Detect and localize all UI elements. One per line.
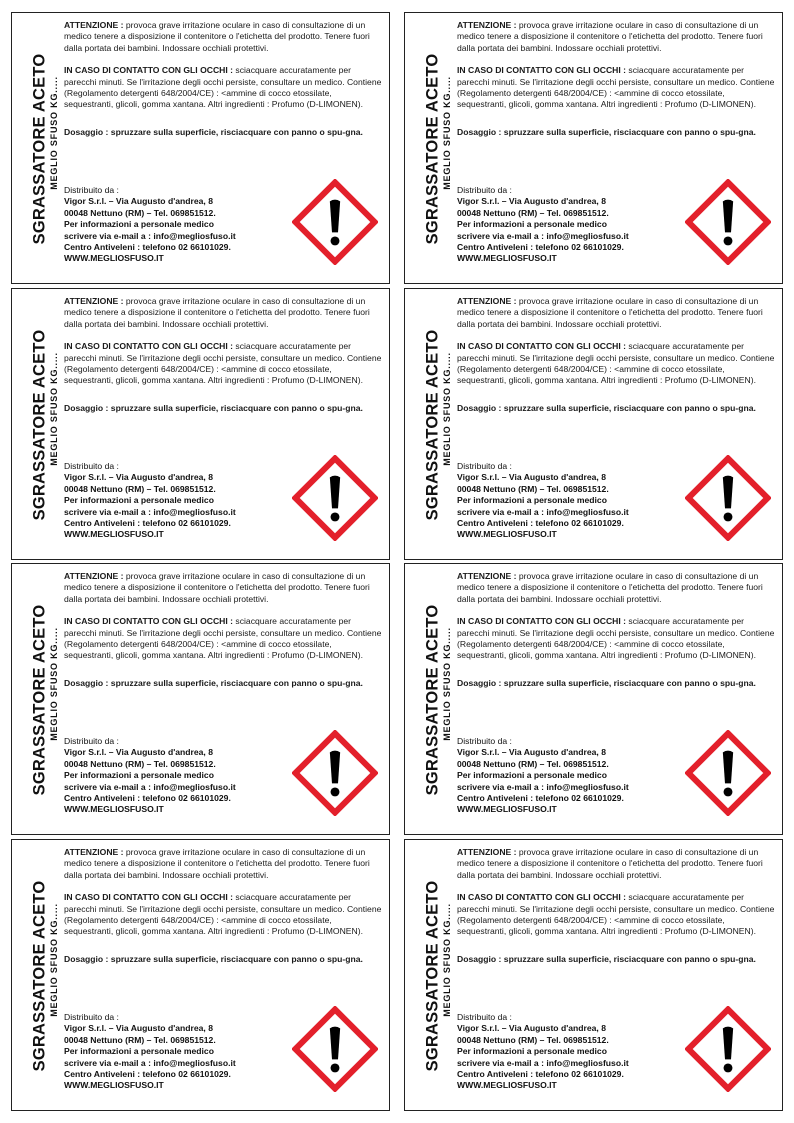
distributor-line: Vigor S.r.l. – Via Augusto d'andrea, 8: [64, 472, 213, 483]
distributor-line: Centro Antiveleni : telefono 02 66101029.: [457, 793, 624, 804]
distributor-line: Per informazioni a personale medico: [457, 219, 607, 230]
warning-paragraph: [64, 296, 382, 330]
warning-paragraph: [64, 571, 382, 605]
distributor-line: 00048 Nettuno (RM) – Tel. 069851512.: [457, 207, 609, 218]
product-label: [404, 839, 783, 1111]
distributor-line: Centro Antiveleni : telefono 02 66101029.: [64, 518, 231, 529]
distributor-line: Distribuito da :: [64, 185, 119, 195]
distributor-line: Per informazioni a personale medico: [457, 1046, 607, 1057]
exclamation-mark-hazard-icon: [685, 455, 771, 541]
warning-paragraph: [64, 20, 382, 54]
eye-contact-heading: IN CASO DI CONTATTO CON GLI OCCHI :: [64, 892, 234, 903]
warning-text: provoca grave irritazione oculare in caso di consultazione di un medico tenere a disposizione il contenitore o l'etichetta del prodotto. Tenere fuori dalla portata dei bambini. Indossare occhiali protettivi.: [457, 571, 763, 604]
warning-heading: ATTENZIONE :: [457, 847, 517, 857]
distributor-line: Distribuito da :: [457, 736, 512, 746]
distributor-line: Vigor S.r.l. – Via Augusto d'andrea, 8: [64, 1023, 213, 1034]
dosage-text: Dosaggio : spruzzare sulla superficie, risciacquare con panno o spu-gna.: [457, 953, 756, 964]
product-label: [404, 563, 783, 835]
distributor-line: 00048 Nettuno (RM) – Tel. 069851512.: [64, 1034, 216, 1045]
product-title: SGRASSATORE ACETO: [423, 880, 442, 1072]
distributor-line: scrivere via e-mail a : info@megliosfuso.it: [457, 230, 629, 241]
exclamation-mark-hazard-icon: [685, 730, 771, 816]
label-body: [457, 847, 775, 970]
eye-contact-text: sciacquare accuratamente per parecchi minuti. Se l'irritazione degli occhi persiste, consultare un medico. Contiene (Regolamento detergenti 648/2004/CE) : <ammine di cocco etossilate, sequestranti, glicoli, gomma xantana. Altri ingredienti : Profumo (D-LIMONEN).: [457, 616, 775, 661]
distributor-line: Distribuito da :: [457, 185, 512, 195]
warning-text: provoca grave irritazione oculare in caso di consultazione di un medico tenere a disposizione il contenitore o l'etichetta del prodotto. Tenere fuori dalla portata dei bambini. Indossare occhiali protettivi.: [457, 847, 763, 880]
distributor-line: Per informazioni a personale medico: [457, 495, 607, 506]
eye-contact-text: sciacquare accuratamente per parecchi minuti. Se l'irritazione degli occhi persiste, consultare un medico. Contiene (Regolamento detergenti 648/2004/CE) : <ammine di cocco etossilate, sequestranti, glicoli, gomma xantana. Altri ingredienti : Profumo (D-LIMONEN).: [457, 65, 775, 110]
warning-text: provoca grave irritazione oculare in caso di consultazione di un medico tenere a disposizione il contenitore o l'etichetta del prodotto. Tenere fuori dalla portata dei bambini. Indossare occhiali protettivi.: [64, 847, 370, 880]
exclamation-mark-hazard-icon: [292, 179, 378, 265]
distributor-line: 00048 Nettuno (RM) – Tel. 069851512.: [64, 758, 216, 769]
distributor-line: Vigor S.r.l. – Via Augusto d'andrea, 8: [457, 472, 606, 483]
distributor-block: [457, 185, 629, 265]
side-banner: [12, 13, 64, 283]
product-subtitle: MEGLIO SFUSO KG.....: [49, 627, 59, 741]
distributor-line: scrivere via e-mail a : info@megliosfuso.it: [457, 1057, 629, 1068]
warning-heading: ATTENZIONE :: [457, 20, 517, 30]
distributor-line: Centro Antiveleni : telefono 02 66101029.: [457, 242, 624, 253]
product-subtitle: MEGLIO SFUSO KG.....: [442, 627, 452, 741]
eye-contact-paragraph: [64, 892, 382, 938]
eye-contact-text: sciacquare accuratamente per parecchi minuti. Se l'irritazione degli occhi persiste, consultare un medico. Contiene (Regolamento detergenti 648/2004/CE) : <ammine di cocco etossilate, sequestranti, glicoli, gomma xantana. Altri ingredienti : Profumo (D-LIMONEN).: [64, 892, 382, 937]
product-subtitle: MEGLIO SFUSO KG.....: [49, 903, 59, 1017]
product-subtitle: MEGLIO SFUSO KG.....: [442, 76, 452, 190]
distributor-line: Per informazioni a personale medico: [457, 770, 607, 781]
distributor-line: 00048 Nettuno (RM) – Tel. 069851512.: [457, 1034, 609, 1045]
eye-contact-paragraph: [64, 616, 382, 662]
side-banner: [405, 840, 457, 1110]
product-label: [11, 288, 390, 560]
distributor-line: Distribuito da :: [64, 1012, 119, 1022]
distributor-line: Centro Antiveleni : telefono 02 66101029.: [457, 518, 624, 529]
distributor-block: [64, 461, 236, 541]
product-title: SGRASSATORE ACETO: [423, 604, 442, 796]
label-body: [64, 571, 382, 694]
distributor-line: Centro Antiveleni : telefono 02 66101029.: [64, 242, 231, 253]
label-body: [457, 571, 775, 694]
website-link: WWW.MEGLIOSFUSO.IT: [64, 804, 164, 815]
dosage-text: Dosaggio : spruzzare sulla superficie, risciacquare con panno o spu-gna.: [457, 402, 756, 413]
warning-text: provoca grave irritazione oculare in caso di consultazione di un medico tenere a disposizione il contenitore o l'etichetta del prodotto. Tenere fuori dalla portata dei bambini. Indossare occhiali protettivi.: [64, 571, 370, 604]
product-label: [11, 563, 390, 835]
warning-text: provoca grave irritazione oculare in caso di consultazione di un medico tenere a disposizione il contenitore o l'etichetta del prodotto. Tenere fuori dalla portata dei bambini. Indossare occhiali protettivi.: [457, 20, 763, 53]
website-link: WWW.MEGLIOSFUSO.IT: [64, 253, 164, 264]
warning-text: provoca grave irritazione oculare in caso di consultazione di un medico tenere a disposizione il contenitore o l'etichetta del prodotto. Tenere fuori dalla portata dei bambini. Indossare occhiali protettivi.: [64, 20, 370, 53]
dosage-text: Dosaggio : spruzzare sulla superficie, risciacquare con panno o spu-gna.: [64, 953, 363, 964]
product-subtitle: MEGLIO SFUSO KG.....: [442, 352, 452, 466]
website-link: WWW.MEGLIOSFUSO.IT: [457, 253, 557, 264]
eye-contact-paragraph: [457, 341, 775, 387]
side-banner: [12, 564, 64, 834]
warning-text: provoca grave irritazione oculare in caso di consultazione di un medico tenere a disposizione il contenitore o l'etichetta del prodotto. Tenere fuori dalla portata dei bambini. Indossare occhiali protettivi.: [64, 296, 370, 329]
product-subtitle: MEGLIO SFUSO KG.....: [49, 352, 59, 466]
eye-contact-text: sciacquare accuratamente per parecchi minuti. Se l'irritazione degli occhi persiste, consultare un medico. Contiene (Regolamento detergenti 648/2004/CE) : <ammine di cocco etossilate, sequestranti, glicoli, gomma xantana. Altri ingredienti : Profumo (D-LIMONEN).: [64, 65, 382, 110]
website-link: WWW.MEGLIOSFUSO.IT: [64, 1080, 164, 1091]
distributor-block: [64, 185, 236, 265]
product-title: SGRASSATORE ACETO: [30, 880, 49, 1072]
distributor-line: Distribuito da :: [64, 736, 119, 746]
distributor-line: 00048 Nettuno (RM) – Tel. 069851512.: [457, 758, 609, 769]
warning-paragraph: [457, 571, 775, 605]
website-link: WWW.MEGLIOSFUSO.IT: [457, 529, 557, 540]
distributor-line: Vigor S.r.l. – Via Augusto d'andrea, 8: [457, 196, 606, 207]
warning-heading: ATTENZIONE :: [457, 296, 517, 306]
distributor-block: [457, 461, 629, 541]
eye-contact-paragraph: [64, 341, 382, 387]
distributor-line: Per informazioni a personale medico: [64, 219, 214, 230]
exclamation-mark-hazard-icon: [685, 179, 771, 265]
website-link: WWW.MEGLIOSFUSO.IT: [457, 804, 557, 815]
warning-paragraph: [457, 296, 775, 330]
exclamation-mark-hazard-icon: [292, 455, 378, 541]
distributor-line: Vigor S.r.l. – Via Augusto d'andrea, 8: [64, 747, 213, 758]
exclamation-mark-hazard-icon: [292, 730, 378, 816]
distributor-line: Distribuito da :: [457, 1012, 512, 1022]
eye-contact-paragraph: [64, 65, 382, 111]
product-label: [11, 12, 390, 284]
warning-heading: ATTENZIONE :: [64, 571, 124, 581]
dosage-text: Dosaggio : spruzzare sulla superficie, risciacquare con panno o spu-gna.: [64, 402, 363, 413]
warning-heading: ATTENZIONE :: [64, 296, 124, 306]
distributor-block: [457, 1012, 629, 1092]
eye-contact-heading: IN CASO DI CONTATTO CON GLI OCCHI :: [457, 892, 627, 903]
distributor-line: Centro Antiveleni : telefono 02 66101029.: [457, 1069, 624, 1080]
product-subtitle: MEGLIO SFUSO KG.....: [442, 903, 452, 1017]
product-label: [404, 288, 783, 560]
product-title: SGRASSATORE ACETO: [30, 604, 49, 796]
warning-heading: ATTENZIONE :: [64, 847, 124, 857]
eye-contact-text: sciacquare accuratamente per parecchi minuti. Se l'irritazione degli occhi persiste, consultare un medico. Contiene (Regolamento detergenti 648/2004/CE) : <ammine di cocco etossilate, sequestranti, glicoli, gomma xantana. Altri ingredienti : Profumo (D-LIMONEN).: [64, 341, 382, 386]
warning-paragraph: [457, 847, 775, 881]
dosage-text: Dosaggio : spruzzare sulla superficie, risciacquare con panno o spu-gna.: [457, 677, 756, 688]
warning-paragraph: [457, 20, 775, 54]
dosage-text: Dosaggio : spruzzare sulla superficie, risciacquare con panno o spu-gna.: [64, 677, 363, 688]
eye-contact-text: sciacquare accuratamente per parecchi minuti. Se l'irritazione degli occhi persiste, consultare un medico. Contiene (Regolamento detergenti 648/2004/CE) : <ammine di cocco etossilate, sequestranti, glicoli, gomma xantana. Altri ingredienti : Profumo (D-LIMONEN).: [457, 892, 775, 937]
eye-contact-heading: IN CASO DI CONTATTO CON GLI OCCHI :: [64, 65, 234, 76]
distributor-line: Vigor S.r.l. – Via Augusto d'andrea, 8: [457, 747, 606, 758]
eye-contact-paragraph: [457, 892, 775, 938]
warning-heading: ATTENZIONE :: [457, 571, 517, 581]
distributor-line: Distribuito da :: [457, 461, 512, 471]
eye-contact-paragraph: [457, 616, 775, 662]
eye-contact-text: sciacquare accuratamente per parecchi minuti. Se l'irritazione degli occhi persiste, consultare un medico. Contiene (Regolamento detergenti 648/2004/CE) : <ammine di cocco etossilate, sequestranti, glicoli, gomma xantana. Altri ingredienti : Profumo (D-LIMONEN).: [457, 341, 775, 386]
distributor-line: 00048 Nettuno (RM) – Tel. 069851512.: [64, 483, 216, 494]
dosage-text: Dosaggio : spruzzare sulla superficie, risciacquare con panno o spu-gna.: [457, 126, 756, 137]
eye-contact-paragraph: [457, 65, 775, 111]
side-banner: [405, 13, 457, 283]
warning-paragraph: [64, 847, 382, 881]
distributor-line: scrivere via e-mail a : info@megliosfuso.it: [457, 781, 629, 792]
exclamation-mark-hazard-icon: [292, 1006, 378, 1092]
distributor-line: scrivere via e-mail a : info@megliosfuso.it: [457, 506, 629, 517]
side-banner: [405, 289, 457, 559]
distributor-line: scrivere via e-mail a : info@megliosfuso.it: [64, 230, 236, 241]
eye-contact-text: sciacquare accuratamente per parecchi minuti. Se l'irritazione degli occhi persiste, consultare un medico. Contiene (Regolamento detergenti 648/2004/CE) : <ammine di cocco etossilate, sequestranti, glicoli, gomma xantana. Altri ingredienti : Profumo (D-LIMONEN).: [64, 616, 382, 661]
distributor-line: Per informazioni a personale medico: [64, 770, 214, 781]
warning-text: provoca grave irritazione oculare in caso di consultazione di un medico tenere a disposizione il contenitore o l'etichetta del prodotto. Tenere fuori dalla portata dei bambini. Indossare occhiali protettivi.: [457, 296, 763, 329]
distributor-line: scrivere via e-mail a : info@megliosfuso.it: [64, 781, 236, 792]
product-title: SGRASSATORE ACETO: [30, 329, 49, 521]
side-banner: [405, 564, 457, 834]
side-banner: [12, 840, 64, 1110]
distributor-line: Per informazioni a personale medico: [64, 1046, 214, 1057]
distributor-line: Per informazioni a personale medico: [64, 495, 214, 506]
distributor-line: Vigor S.r.l. – Via Augusto d'andrea, 8: [64, 196, 213, 207]
distributor-line: Centro Antiveleni : telefono 02 66101029.: [64, 793, 231, 804]
website-link: WWW.MEGLIOSFUSO.IT: [64, 529, 164, 540]
side-banner: [12, 289, 64, 559]
distributor-block: [457, 736, 629, 816]
distributor-block: [64, 1012, 236, 1092]
distributor-line: scrivere via e-mail a : info@megliosfuso.it: [64, 506, 236, 517]
label-body: [64, 20, 382, 143]
label-body: [457, 20, 775, 143]
eye-contact-heading: IN CASO DI CONTATTO CON GLI OCCHI :: [457, 616, 627, 627]
product-title: SGRASSATORE ACETO: [30, 53, 49, 245]
distributor-line: scrivere via e-mail a : info@megliosfuso.it: [64, 1057, 236, 1068]
eye-contact-heading: IN CASO DI CONTATTO CON GLI OCCHI :: [64, 616, 234, 627]
exclamation-mark-hazard-icon: [685, 1006, 771, 1092]
product-title: SGRASSATORE ACETO: [423, 329, 442, 521]
product-label: [11, 839, 390, 1111]
distributor-line: 00048 Nettuno (RM) – Tel. 069851512.: [457, 483, 609, 494]
label-body: [457, 296, 775, 419]
label-body: [64, 296, 382, 419]
product-title: SGRASSATORE ACETO: [423, 53, 442, 245]
dosage-text: Dosaggio : spruzzare sulla superficie, risciacquare con panno o spu-gna.: [64, 126, 363, 137]
eye-contact-heading: IN CASO DI CONTATTO CON GLI OCCHI :: [457, 65, 627, 76]
product-label: [404, 12, 783, 284]
website-link: WWW.MEGLIOSFUSO.IT: [457, 1080, 557, 1091]
label-body: [64, 847, 382, 970]
distributor-line: Centro Antiveleni : telefono 02 66101029.: [64, 1069, 231, 1080]
product-subtitle: MEGLIO SFUSO KG.....: [49, 76, 59, 190]
distributor-block: [64, 736, 236, 816]
distributor-line: Vigor S.r.l. – Via Augusto d'andrea, 8: [457, 1023, 606, 1034]
distributor-line: Distribuito da :: [64, 461, 119, 471]
eye-contact-heading: IN CASO DI CONTATTO CON GLI OCCHI :: [64, 341, 234, 352]
distributor-line: 00048 Nettuno (RM) – Tel. 069851512.: [64, 207, 216, 218]
warning-heading: ATTENZIONE :: [64, 20, 124, 30]
eye-contact-heading: IN CASO DI CONTATTO CON GLI OCCHI :: [457, 341, 627, 352]
